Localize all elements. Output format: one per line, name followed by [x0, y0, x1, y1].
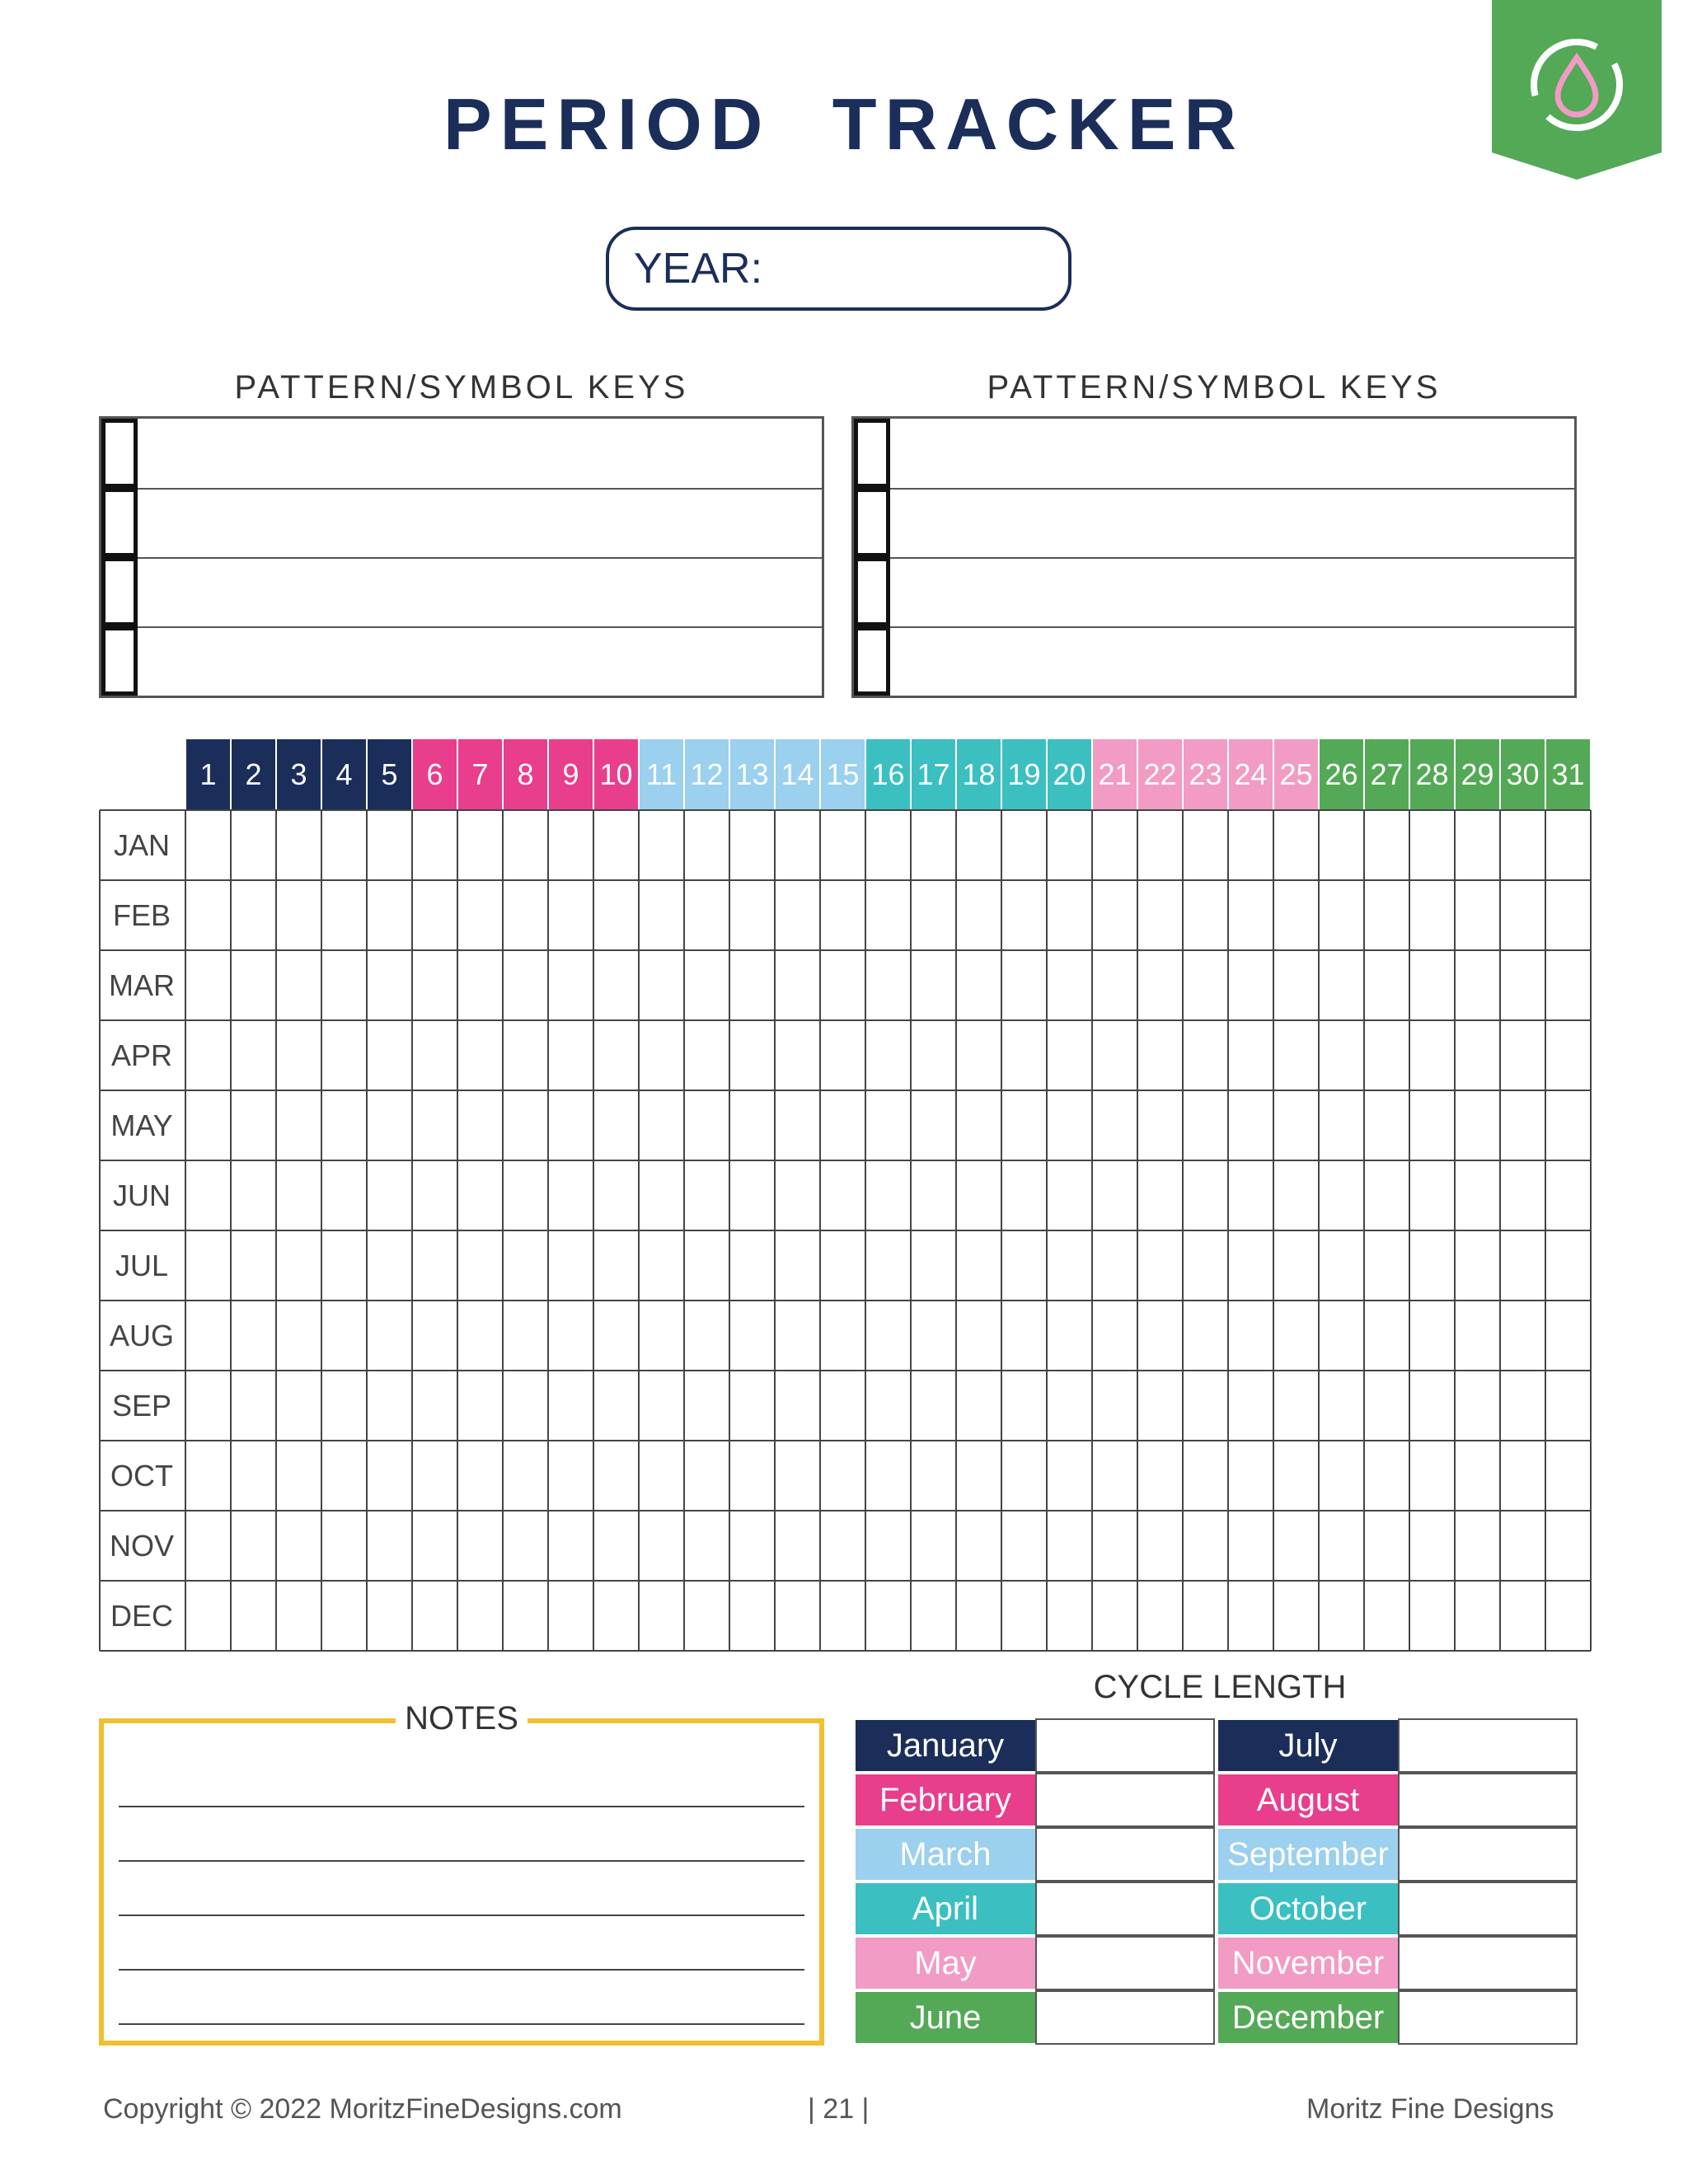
month-label: DEC: [110, 1598, 173, 1633]
cycle-month-label: July: [1218, 1720, 1398, 1771]
day-header: 31: [1545, 739, 1590, 809]
note-line[interactable]: [119, 1860, 804, 1862]
month-label: NOV: [109, 1528, 174, 1563]
month-label: AUG: [109, 1318, 174, 1352]
cycle-length-field[interactable]: [1035, 1882, 1215, 1936]
cycle-month-label: October: [1218, 1883, 1398, 1934]
cycle-month-label: February: [856, 1774, 1035, 1825]
cycle-month-label: December: [1218, 1992, 1398, 2043]
month-label: APR: [110, 1038, 173, 1072]
copyright-text: Copyright © 2022 MoritzFineDesigns.com: [103, 2093, 622, 2125]
key-row[interactable]: [854, 557, 1574, 628]
cycle-length-title: CYCLE LENGTH: [1093, 1669, 1347, 1705]
page-number: | 21 |: [808, 2093, 870, 2125]
day-header: 22: [1137, 739, 1182, 809]
day-header: 1: [185, 739, 230, 809]
month-label: FEB: [112, 898, 171, 932]
day-header: 18: [955, 739, 1001, 809]
cycle-length-field[interactable]: [1035, 1936, 1215, 1990]
key-symbol-box[interactable]: [854, 419, 890, 488]
day-header: 6: [411, 739, 457, 809]
cycle-month-label: January: [856, 1720, 1035, 1771]
day-header: 5: [366, 739, 411, 809]
key-row[interactable]: [101, 419, 822, 490]
cycle-month-label: November: [1218, 1938, 1398, 1989]
page-title: PERIOD TRACKER: [443, 83, 1245, 165]
day-header: 27: [1363, 739, 1409, 809]
day-header: 26: [1318, 739, 1363, 809]
note-line[interactable]: [119, 1806, 804, 1807]
month-label: JUN: [113, 1178, 171, 1212]
droplet-cycle-icon: [1492, 0, 1662, 180]
key-row[interactable]: [101, 626, 822, 696]
cycle-length-field[interactable]: [1035, 1990, 1215, 2045]
cycle-length-field[interactable]: [1398, 1718, 1578, 1773]
day-header: 23: [1182, 739, 1227, 809]
notes-box[interactable]: [99, 1718, 824, 2046]
cycle-month-label: June: [856, 1992, 1035, 2043]
keys-table-left: [99, 416, 824, 698]
key-symbol-box[interactable]: [854, 626, 890, 696]
tracker-grid-lines[interactable]: [99, 809, 1592, 1652]
month-label: JAN: [113, 827, 170, 862]
day-header: 28: [1409, 739, 1454, 809]
key-symbol-box[interactable]: [101, 557, 138, 626]
note-line[interactable]: [119, 2023, 804, 2025]
day-header: 9: [547, 739, 593, 809]
day-header: 24: [1227, 739, 1273, 809]
day-header: 15: [819, 739, 865, 809]
month-label: SEP: [111, 1388, 172, 1422]
cycle-length-field[interactable]: [1035, 1718, 1215, 1773]
day-header: 10: [593, 739, 638, 809]
day-header: 14: [774, 739, 819, 809]
cycle-length-field[interactable]: [1398, 1936, 1578, 1990]
day-header: 2: [230, 739, 275, 809]
cycle-length-field[interactable]: [1398, 1990, 1578, 2045]
cycle-length-field[interactable]: [1035, 1827, 1215, 1882]
key-symbol-box[interactable]: [854, 557, 890, 626]
day-header: 13: [729, 739, 774, 809]
day-header: 16: [865, 739, 910, 809]
key-symbol-box[interactable]: [101, 626, 138, 696]
key-symbol-box[interactable]: [101, 488, 138, 557]
day-header: 7: [457, 739, 502, 809]
day-header: 11: [638, 739, 683, 809]
day-header: 25: [1273, 739, 1318, 809]
key-symbol-box[interactable]: [854, 488, 890, 557]
month-label: OCT: [110, 1458, 173, 1493]
day-header: 4: [321, 739, 366, 809]
day-header: 17: [910, 739, 955, 809]
keys-table-right: [851, 416, 1577, 698]
cycle-month-label: April: [856, 1883, 1035, 1934]
keys-title-left: PATTERN/SYMBOL KEYS: [234, 369, 689, 405]
month-label: MAR: [109, 968, 175, 1002]
key-row[interactable]: [101, 488, 822, 559]
cycle-month-label: May: [856, 1938, 1035, 1989]
day-header: 21: [1091, 739, 1137, 809]
cycle-length-field[interactable]: [1035, 1773, 1215, 1827]
key-symbol-box[interactable]: [101, 419, 138, 488]
brand-name: Moritz Fine Designs: [1306, 2093, 1554, 2125]
day-header: 30: [1499, 739, 1545, 809]
day-header: 20: [1046, 739, 1091, 809]
key-row[interactable]: [854, 488, 1574, 559]
key-row[interactable]: [854, 626, 1574, 696]
cycle-length-field[interactable]: [1398, 1882, 1578, 1936]
day-header: 29: [1454, 739, 1499, 809]
cycle-month-label: September: [1218, 1829, 1398, 1880]
key-row[interactable]: [101, 557, 822, 628]
month-label: MAY: [110, 1108, 173, 1142]
cycle-length-field[interactable]: [1398, 1773, 1578, 1827]
key-row[interactable]: [854, 419, 1574, 490]
note-line[interactable]: [119, 1969, 804, 1971]
day-header: 8: [502, 739, 547, 809]
notes-title: NOTES: [396, 1700, 528, 1737]
note-line[interactable]: [119, 1915, 804, 1916]
day-header: 19: [1001, 739, 1046, 809]
cycle-month-label: August: [1218, 1774, 1398, 1825]
cycle-length-table: [856, 1718, 1579, 2048]
year-label: YEAR:: [634, 245, 763, 293]
cycle-length-field[interactable]: [1398, 1827, 1578, 1882]
keys-title-right: PATTERN/SYMBOL KEYS: [987, 369, 1442, 405]
day-header: 12: [683, 739, 729, 809]
month-label: JUL: [115, 1248, 169, 1282]
year-field[interactable]: [606, 227, 1071, 311]
cycle-month-label: March: [856, 1829, 1035, 1880]
day-header: 3: [275, 739, 321, 809]
